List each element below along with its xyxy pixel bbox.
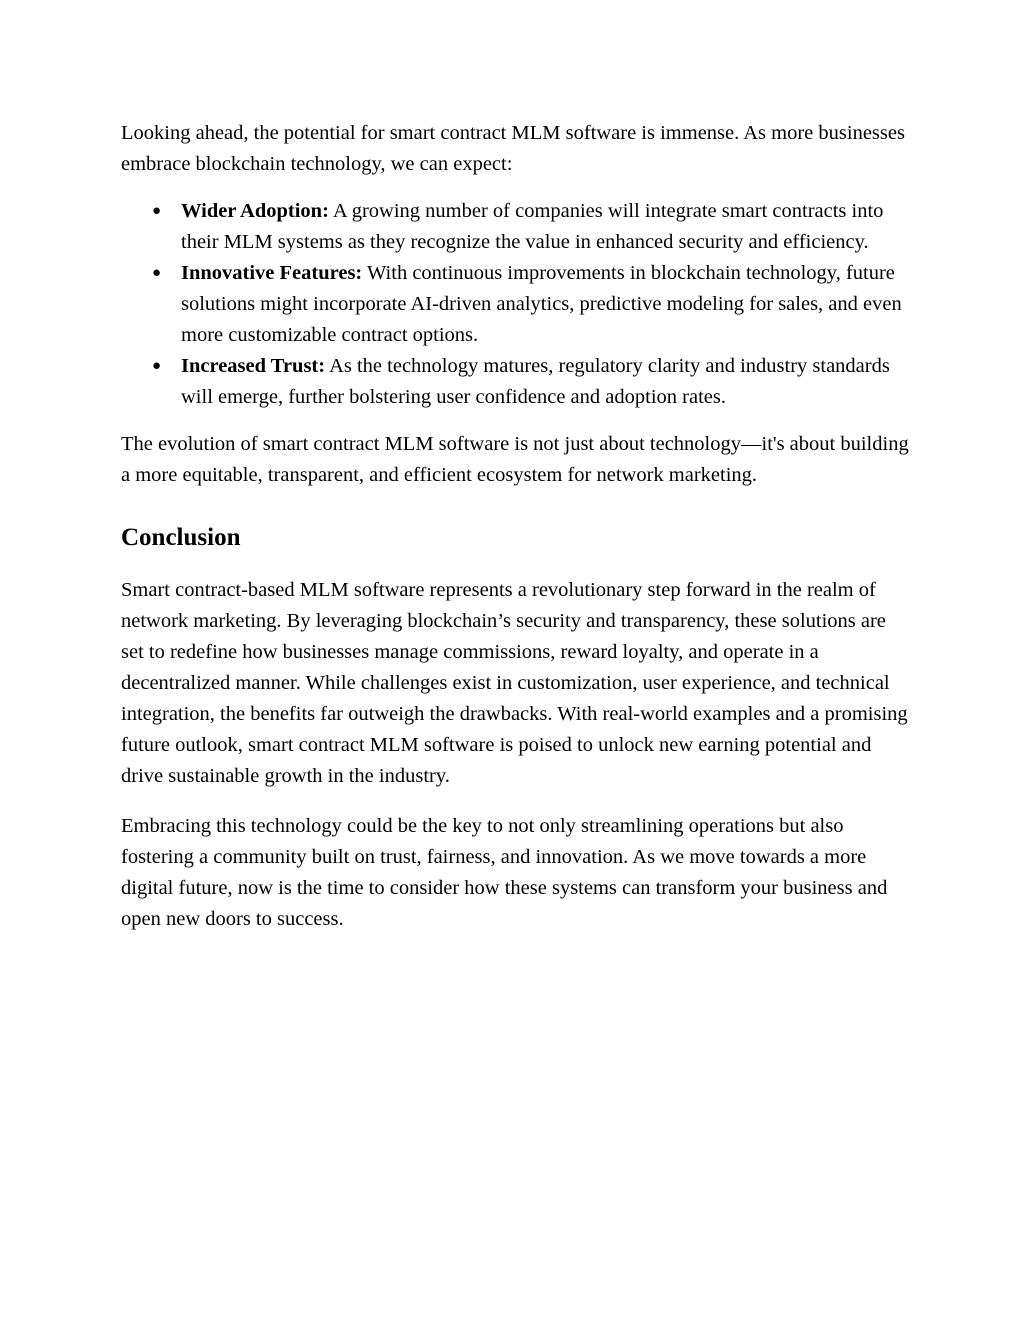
evolution-paragraph: The evolution of smart contract MLM software is not just about technology—it's about building a more equitable, transparent, and efficient ecosystem for network marketing.: [121, 433, 909, 486]
bullet-icon: ●: [152, 203, 162, 219]
list-item: [121, 258, 911, 351]
intro-paragraph: Looking ahead, the potential for smart contract MLM software is immense. As more businesses embrace blockchain technology, we can expect:: [121, 122, 905, 175]
future-outlook-list: [121, 196, 911, 413]
list-item-text: As the technology matures, regulatory clarity and industry standards will emerge, further bolstering user confidence and adoption rates.: [181, 355, 890, 408]
list-item: [121, 196, 911, 258]
bullet-icon: ●: [152, 265, 162, 281]
closing-paragraph: Embracing this technology could be the key to not only streamlining operations but also fostering a community built on trust, fairness, and innovation. As we move towards a more digital future, now is the time to consider how these systems can transform your business and open new doors to success.: [121, 815, 888, 930]
conclusion-paragraph: Smart contract-based MLM software represents a revolutionary step forward in the realm of network marketing. By leveraging blockchain’s security and transparency, these solutions are set to redefine how businesses manage commissions, reward loyalty, and operate in a decentralized manner. While challenges exist in customization, user experience, and technical integration, the benefits far outweigh the drawbacks. With real-world examples and a promising future outlook, smart contract MLM software is poised to unlock new earning potential and drive sustainable growth in the industry.: [121, 579, 908, 787]
list-item: [121, 351, 911, 413]
document-page: [121, 118, 911, 935]
bullet-icon: ●: [152, 358, 162, 374]
list-item-text: A growing number of companies will integrate smart contracts into their MLM systems as they recognize the value in enhanced security and efficiency.: [181, 200, 884, 253]
list-item-title: Innovative Features:: [181, 262, 363, 284]
list-item-text: With continuous improvements in blockchain technology, future solutions might incorporate AI-driven analytics, predictive modeling for sales, and even more customizable contract options.: [181, 262, 902, 346]
conclusion-heading: Conclusion: [121, 524, 241, 551]
list-item-title: Increased Trust:: [181, 355, 326, 377]
list-item-title: Wider Adoption:: [181, 200, 329, 222]
